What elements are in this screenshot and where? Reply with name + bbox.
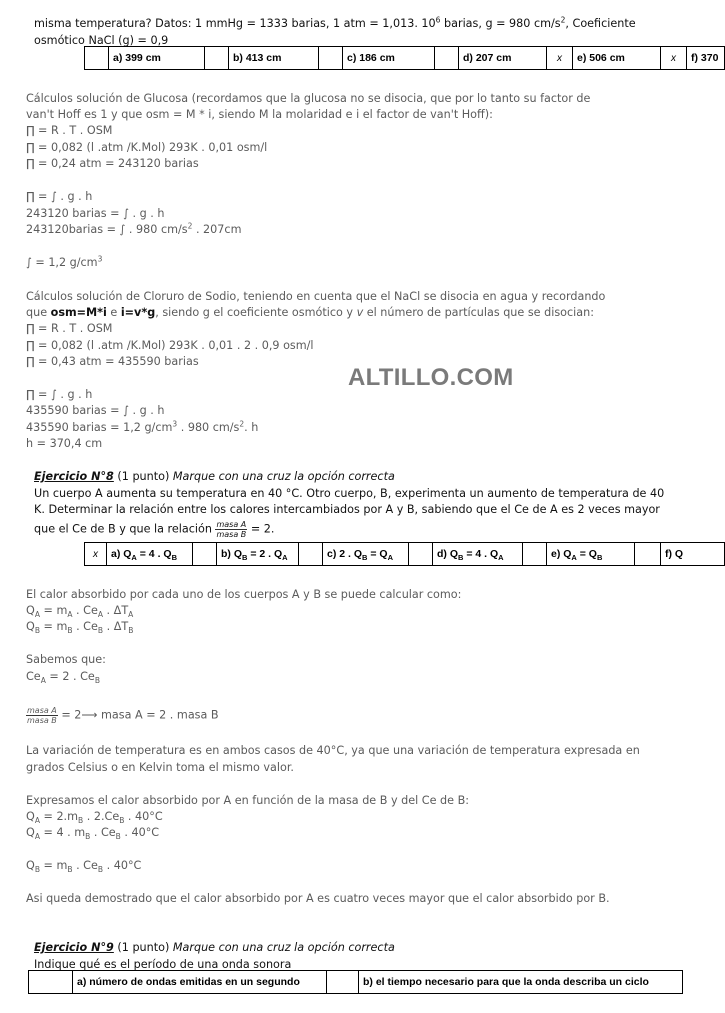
express-line: Expresamos el calor absorbido por A en función de la masa de B y del Ce de B: xyxy=(26,794,470,807)
q8-mark-c[interactable] xyxy=(299,543,323,566)
q8-option-d: d) $Q_B = 4$ . $Q_A$ xyxy=(433,543,523,566)
q7-mark-d[interactable] xyxy=(435,47,459,70)
qa-formula: $Q_A = m_A$ . $Ce_A$ . $\Delta T_A$ xyxy=(26,604,134,620)
q7-option-b: b) 413 cm xyxy=(229,47,319,70)
question-8-options-table xyxy=(84,542,725,566)
q9-option-a: a) número de ondas emitidas en un segundo xyxy=(73,971,327,994)
nacl-eq-2: ∏ = 0,082 (l .atm /K.Mol) 293K . 0,01 . 2 . 0,9 osm/l xyxy=(26,339,314,352)
exercise-8-header: Ejercicio N°8 (1 punto) Marque con una cruz la opción correcta xyxy=(34,470,395,483)
q8-option-c: c) 2 . $Q_B = Q_A$ xyxy=(323,543,409,566)
temp-variation-line-2: grados Celsius o en Kelvin toma el mismo valor. xyxy=(26,761,294,774)
mass-relation: $\frac{\text{masa A}}{\text{masa B}}$ = 2⟶ masa A = 2 . masa B xyxy=(27,706,219,725)
mass-ratio-fraction: $\frac{\text{masa A}}{\text{masa B}}$ xyxy=(216,520,247,539)
q8-mark-f[interactable] xyxy=(635,543,661,566)
question-7-options-table xyxy=(84,46,725,70)
q7-mark-e[interactable]: x xyxy=(547,47,573,70)
watermark: ALTILLO.COM xyxy=(348,364,514,391)
qb-derivation: $Q_B = m_B$ . $Ce_B$ . 40°C xyxy=(26,859,142,875)
q7-option-c: c) 186 cm xyxy=(343,47,435,70)
q8-option-f: f) Q xyxy=(661,543,725,566)
glucosa-eq-6: 243120barias = ∫ . 980 $cm/s^2$ . 207cm xyxy=(26,221,242,236)
glucosa-intro-line-2: van't Hoff es 1 y que osm = M * i, siendo M la molaridad e i el factor de van't Hoff): xyxy=(26,108,493,121)
nacl-eq-1: ∏ = R . T . OSM xyxy=(26,322,113,335)
nacl-eq-6: 435590 barias = 1,2 $g/cm^3$ . 980 $cm/s^2$. h xyxy=(26,419,259,434)
mass-ratio-fraction-2: $\frac{\text{masa A}}{\text{masa B}}$ xyxy=(27,706,57,725)
q8-option-b: b) $Q_B = 2$ . $Q_A$ xyxy=(217,543,299,566)
exercise-8-statement-3: que el Ce de B y que la relación $\frac{\text{masa A}}{\text{masa B}}$ = 2. xyxy=(34,520,275,539)
qa-derivation-2: $Q_A = 4$ . $m_B$ . $Ce_B$ . 40°C xyxy=(26,826,160,842)
qa-derivation-1: $Q_A = 2.m_B$ . $2.Ce_B$ . 40°C xyxy=(26,810,163,826)
question-9-options-table xyxy=(28,970,683,994)
q7-option-a: a) 399 cm xyxy=(109,47,205,70)
conclusion: Asi queda demostrado que el calor absorbido por A es cuatro veces mayor que el calor absorbido por B. xyxy=(26,892,610,905)
q7-mark-c[interactable] xyxy=(319,47,343,70)
q9-mark-b[interactable] xyxy=(327,971,359,994)
q9-option-b: b) el tiempo necesario para que la onda describa un ciclo xyxy=(359,971,683,994)
qb-formula: $Q_B = m_B$ . $Ce_B$ . $\Delta T_B$ xyxy=(26,620,134,636)
glucosa-result: ∫ = 1,2 $g/cm^3$ xyxy=(26,254,103,269)
nacl-eq-3: ∏ = 0,43 atm = 435590 barias xyxy=(26,355,199,368)
ce-relation: $Ce_A = 2$ . $Ce_B$ xyxy=(26,670,100,686)
question-7-text-line-1: misma temperatura? Datos: 1 mmHg = 1333 barias, 1 atm = 1,013. $10^6$ barias, g = 980 $cm/s^2$, Coeficiente xyxy=(34,15,636,30)
q8-option-a: a) $Q_A = 4$ . $Q_B$ xyxy=(107,543,193,566)
exercise-8-statement-2: K. Determinar la relación entre los calores intercambiados por A y B, sabiendo que el Ce de A es 2 veces mayor xyxy=(34,503,660,516)
q8-mark-d[interactable] xyxy=(409,543,433,566)
q8-solution-line-1: El calor absorbido por cada uno de los cuerpos A y B se puede calcular como: xyxy=(26,588,462,601)
sabemos-que: Sabemos que: xyxy=(26,653,106,666)
q7-mark-b[interactable] xyxy=(205,47,229,70)
q7-option-f: f) 370 xyxy=(687,47,725,70)
q8-option-e: e) $Q_A = Q_B$ xyxy=(547,543,635,566)
q9-mark-a[interactable] xyxy=(29,971,73,994)
nacl-result: h = 370,4 cm xyxy=(26,437,103,450)
nacl-intro-line-2: que osm=M*i e i=v*g, siendo g el coeficiente osmótico y v el número de partículas que se disocian: xyxy=(26,306,594,319)
question-7-text-line-2: osmótico NaCl (g) = 0,9 xyxy=(34,34,169,47)
q7-mark-f[interactable]: x xyxy=(661,47,687,70)
glucosa-eq-1: ∏ = R . T . OSM xyxy=(26,124,113,137)
q8-mark-a[interactable]: x xyxy=(85,543,107,566)
glucosa-eq-5: 243120 barias = ∫ . g . h xyxy=(26,207,165,220)
q7-option-e: e) 506 cm xyxy=(573,47,661,70)
q7-option-d: d) 207 cm xyxy=(459,47,547,70)
nacl-intro-line-1: Cálculos solución de Cloruro de Sodio, teniendo en cuenta que el NaCl se disocia en agua y recordando xyxy=(26,290,606,303)
glucosa-intro-line-1: Cálculos solución de Glucosa (recordamos que la glucosa no se disocia, que por lo tanto su factor de xyxy=(26,92,591,105)
glucosa-eq-3: ∏ = 0,24 atm = 243120 barias xyxy=(26,157,199,170)
q7-mark-a[interactable] xyxy=(85,47,109,70)
temp-variation-line-1: La variación de temperatura es en ambos casos de 40°C, ya que una variación de temperatura expresada en xyxy=(26,744,640,757)
q8-mark-e[interactable] xyxy=(523,543,547,566)
exercise-8-statement-1: Un cuerpo A aumenta su temperatura en 40 °C. Otro cuerpo, B, experimenta un aumento de temperatura de 40 xyxy=(34,487,665,500)
glucosa-eq-2: ∏ = 0,082 (l .atm /K.Mol) 293K . 0,01 osm/l xyxy=(26,141,268,154)
exercise-9-statement: Indique qué es el período de una onda sonora xyxy=(34,958,292,971)
exercise-9-header: Ejercicio N°9 (1 punto) Marque con una cruz la opción correcta xyxy=(34,941,395,954)
glucosa-eq-4: ∏ = ∫ . g . h xyxy=(26,190,93,203)
nacl-eq-4: ∏ = ∫ . g . h xyxy=(26,388,93,401)
q8-mark-b[interactable] xyxy=(193,543,217,566)
nacl-eq-5: 435590 barias = ∫ . g . h xyxy=(26,404,165,417)
